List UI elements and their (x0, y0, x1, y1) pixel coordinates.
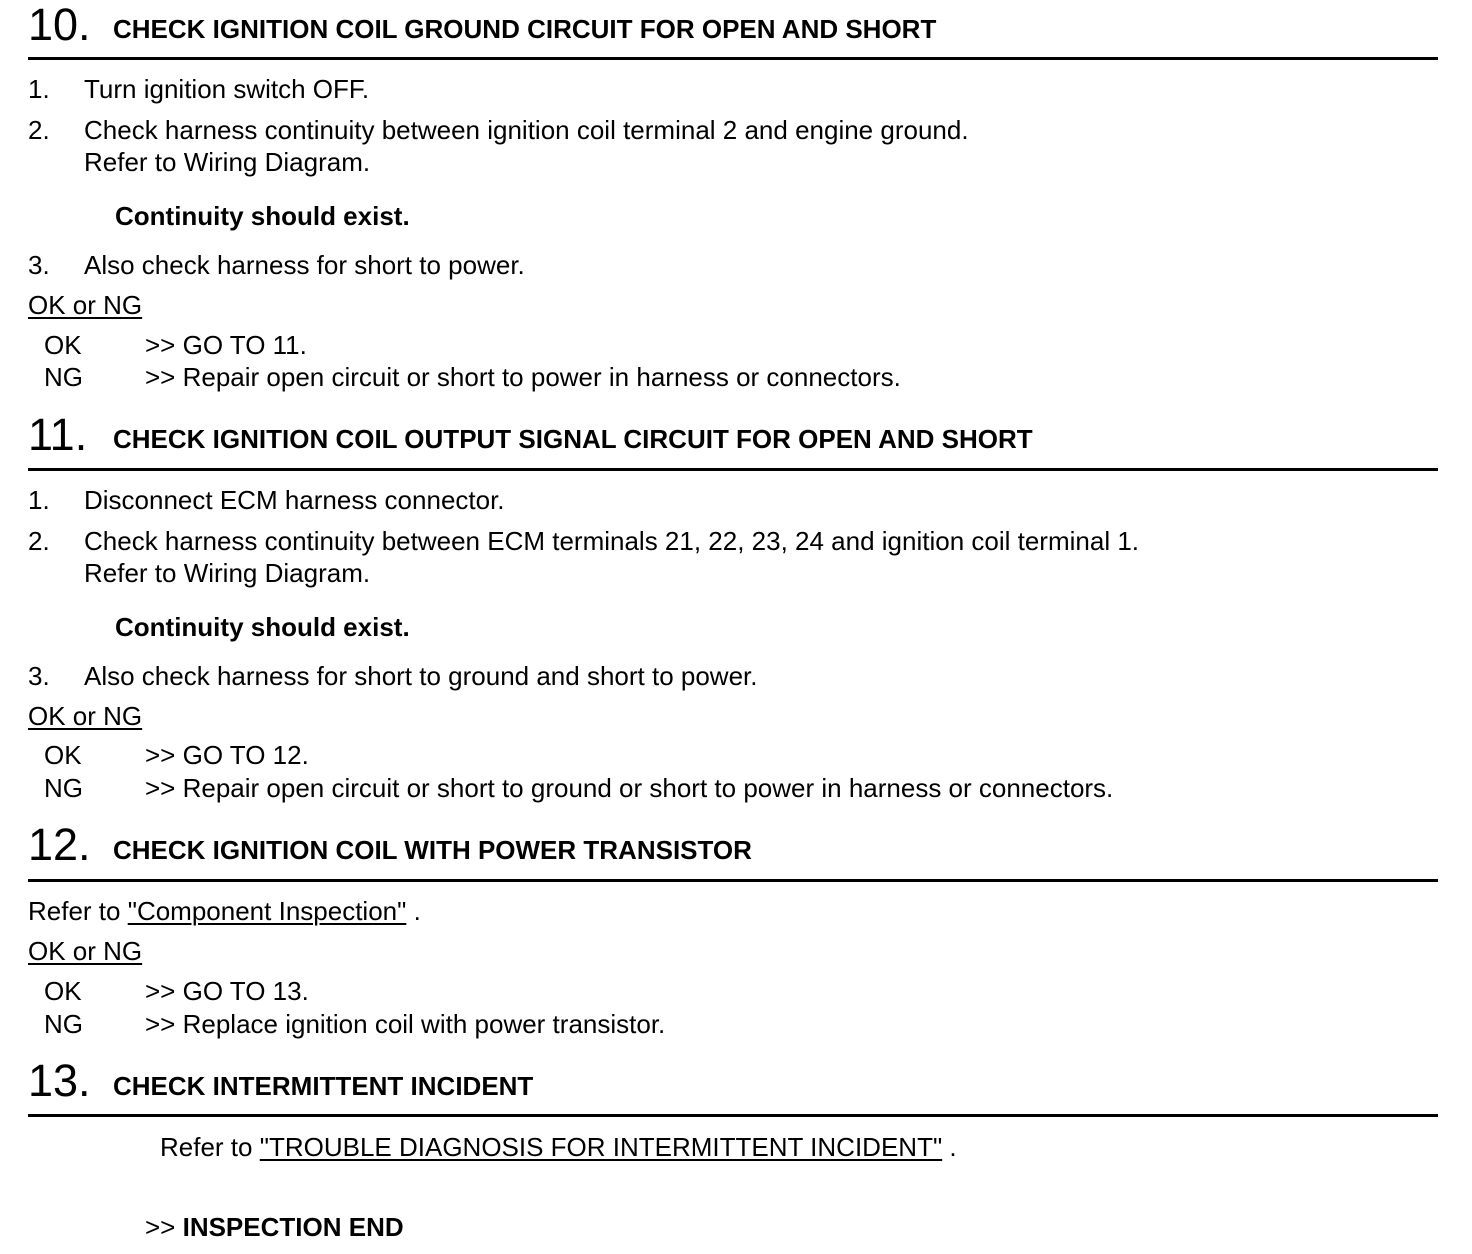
step-11-item-3-text: Also check harness for short to ground and short to power. (84, 661, 758, 691)
step-10-title: CHECK IGNITION COIL GROUND CIRCUIT FOR OPEN AND SHORT (113, 14, 937, 44)
component-inspection-link[interactable]: "Component Inspection" (127, 896, 407, 926)
step-13-refer (160, 1132, 957, 1162)
step-10-ng-label: NG (44, 362, 83, 392)
step-12-refer-prefix: Refer to (28, 896, 128, 926)
step-10-item-2-number: 2. (28, 115, 50, 145)
step-12-title: CHECK IGNITION COIL WITH POWER TRANSISTOR (113, 835, 752, 865)
step-12-ok-action: >> GO TO 13. (145, 976, 309, 1006)
step-12-divider (28, 879, 1438, 882)
step-12-ng-action: >> Replace ignition coil with power transistor. (145, 1009, 666, 1039)
step-13-title: CHECK INTERMITTENT INCIDENT (113, 1071, 534, 1101)
step-11-ng-action: >> Repair open circuit or short to ground or short to power in harness or connectors. (145, 773, 1114, 803)
step-11-item-2-number: 2. (28, 526, 50, 556)
step-10-result-label: OK or NG (28, 290, 143, 320)
step-11-item-2-text: Check harness continuity between ECM terminals 21, 22, 23, 24 and ignition coil terminal 1. (84, 526, 1140, 556)
step-13-divider (28, 1114, 1438, 1117)
step-13-number: 13. (28, 1055, 91, 1106)
step-11-title: CHECK IGNITION COIL OUTPUT SIGNAL CIRCUIT FOR OPEN AND SHORT (113, 424, 1033, 454)
inspection-end-arrow: >> (145, 1212, 183, 1242)
step-12-refer-suffix: . (406, 896, 421, 926)
step-11-item-1-text: Disconnect ECM harness connector. (84, 485, 505, 515)
step-11-number: 11. (28, 409, 88, 460)
step-11-result-label: OK or NG (28, 701, 143, 731)
inspection-end-label: INSPECTION END (182, 1212, 404, 1242)
step-10-item-1-text: Turn ignition switch OFF. (84, 74, 370, 104)
step-12-ok-label: OK (44, 976, 82, 1006)
trouble-diagnosis-intermittent-link[interactable]: "TROUBLE DIAGNOSIS FOR INTERMITTENT INCIDENT" (259, 1132, 943, 1162)
step-10-number: 10. (28, 0, 91, 50)
step-11-ng-label: NG (44, 773, 83, 803)
step-10-item-2-refer: Refer to Wiring Diagram. (84, 147, 371, 177)
step-10-ng-action: >> Repair open circuit or short to power in harness or connectors. (145, 362, 901, 392)
step-11-item-3-number: 3. (28, 661, 50, 691)
step-12-refer (28, 896, 421, 926)
step-10-spec: Continuity should exist. (115, 201, 410, 231)
step-11-ok-label: OK (44, 740, 82, 770)
step-10-item-1-number: 1. (28, 74, 50, 104)
step-12-ng-label: NG (44, 1009, 83, 1039)
step-11-ok-action: >> GO TO 12. (145, 740, 309, 770)
step-13-refer-prefix: Refer to (160, 1132, 260, 1162)
step-10-ok-action: >> GO TO 11. (145, 330, 307, 360)
step-12-number: 12. (28, 819, 91, 870)
step-12-result-label: OK or NG (28, 936, 143, 966)
step-11-spec: Continuity should exist. (115, 612, 410, 642)
step-10-divider (28, 57, 1438, 60)
step-11-divider (28, 468, 1438, 471)
step-10-ok-label: OK (44, 330, 82, 360)
step-11-item-1-number: 1. (28, 485, 50, 515)
step-10-item-3-text: Also check harness for short to power. (84, 250, 525, 280)
step-11-item-2-refer: Refer to Wiring Diagram. (84, 558, 371, 588)
step-10-item-3-number: 3. (28, 250, 50, 280)
step-13-refer-suffix: . (942, 1132, 957, 1162)
inspection-end (145, 1212, 404, 1242)
step-10-item-2-text: Check harness continuity between ignition coil terminal 2 and engine ground. (84, 115, 969, 145)
